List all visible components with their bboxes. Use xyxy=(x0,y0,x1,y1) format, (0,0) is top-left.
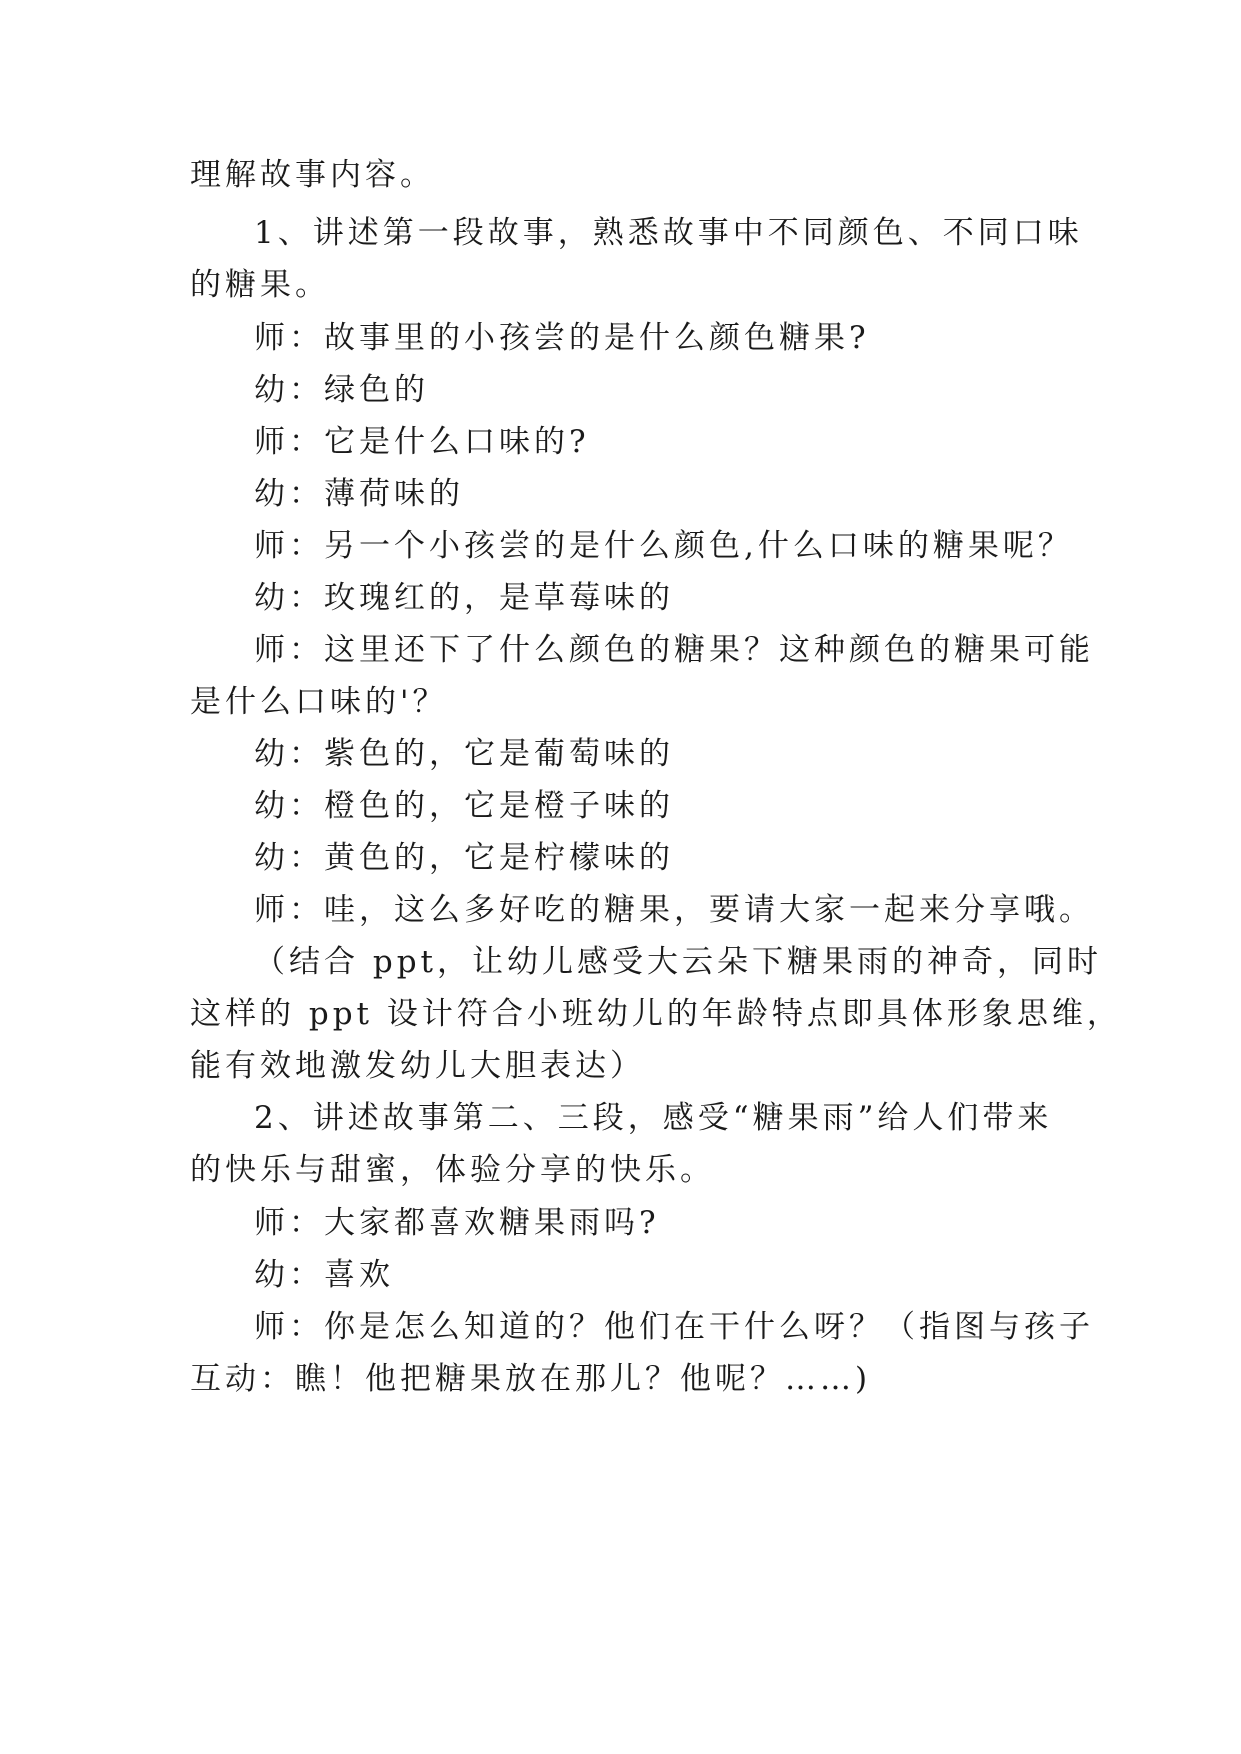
dialogue-line: 师：你是怎么知道的？他们在干什么呀？（指图与孩子 xyxy=(254,1309,1094,1345)
paragraph-line: 能有效地激发幼儿大胆表达） xyxy=(190,1048,645,1084)
dialogue-line: 师：这里还下了什么颜色的糖果？这种颜色的糖果可能 xyxy=(254,632,1094,668)
dialogue-line: 幼：喜欢 xyxy=(254,1257,394,1293)
dialogue-line: 幼：黄色的，它是柠檬味的 xyxy=(254,840,674,876)
paragraph-line: 这样的 ppt 设计符合小班幼儿的年龄特点即具体形象思维， xyxy=(190,996,1122,1032)
paragraph-line: 的糖果。 xyxy=(190,267,330,303)
paragraph-line: （结合 ppt，让幼儿感受大云朵下糖果雨的神奇，同时 xyxy=(254,944,1102,980)
dialogue-line: 师：另一个小孩尝的是什么颜色,什么口味的糖果呢？ xyxy=(254,528,1073,564)
paragraph-line: 的快乐与甜蜜，体验分享的快乐。 xyxy=(190,1152,715,1188)
paragraph-line: 理解故事内容。 xyxy=(190,157,435,193)
dialogue-line: 幼：橙色的，它是橙子味的 xyxy=(254,788,674,824)
paragraph-line: 2、讲述故事第二、三段，感受“糖果雨”给人们带来 xyxy=(254,1100,1053,1136)
dialogue-line: 幼：薄荷味的 xyxy=(254,476,464,512)
dialogue-line: 互动：瞧！他把糖果放在那儿？他呢？……) xyxy=(190,1361,872,1397)
dialogue-line: 幼：绿色的 xyxy=(254,372,429,408)
dialogue-line: 师：故事里的小孩尝的是什么颜色糖果? xyxy=(254,320,870,356)
dialogue-line: 幼：玫瑰红的，是草莓味的 xyxy=(254,580,674,616)
paragraph-line: 1、讲述第一段故事，熟悉故事中不同颜色、不同口味 xyxy=(254,215,1083,251)
dialogue-line: 师：哇，这么多好吃的糖果，要请大家一起来分享哦。 xyxy=(254,892,1094,928)
dialogue-line: 师：大家都喜欢糖果雨吗? xyxy=(254,1205,660,1241)
dialogue-line: 是什么口味的'？ xyxy=(190,684,448,720)
dialogue-line: 师：它是什么口味的? xyxy=(254,424,590,460)
dialogue-line: 幼：紫色的，它是葡萄味的 xyxy=(254,736,674,772)
